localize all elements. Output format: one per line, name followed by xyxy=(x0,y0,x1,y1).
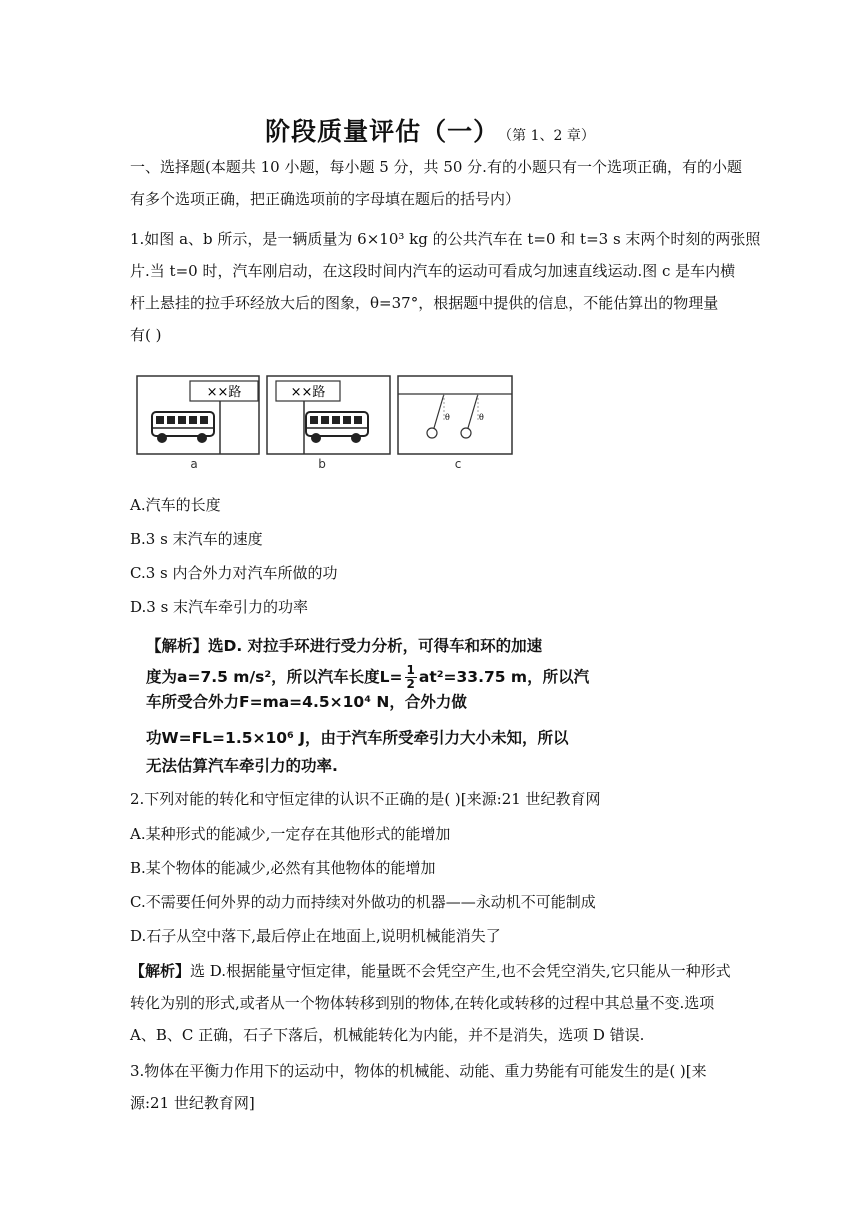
bus-a-icon xyxy=(152,412,214,443)
q1-option-c: C.3 s 内合外力对汽车所做的功 xyxy=(130,564,338,582)
q1-analysis-line2-post: at²=33.75 m，所以汽 xyxy=(418,668,590,686)
panel-a xyxy=(137,376,259,471)
theta-1: θ xyxy=(445,413,450,422)
q2-analysis-line3: A、B、C 正确，石子下落后，机械能转化为内能，并不是消失，选项 D 错误. xyxy=(130,1026,645,1044)
q1-analysis-line3: 车所受合外力F=ma=4.5×10⁴ N，合外力做 xyxy=(146,693,467,711)
q1-stem-line1: 1.如图 a、b 所示，是一辆质量为 6×10³ kg 的公共汽车在 t=0 和 t=3 s 末两个时刻的两张照 xyxy=(130,230,761,248)
label-a: a xyxy=(190,457,198,471)
section-heading-line2: 有多个选项正确，把正确选项前的字母填在题后的括号内） xyxy=(130,190,521,208)
ring-2 xyxy=(461,428,471,438)
q1-analysis-line2 xyxy=(146,664,626,691)
q1-stem-line4: 有( ) xyxy=(130,326,162,344)
q2-stem: 2.下列对能的转化和守恒定律的认识不正确的是( )[来源:21 世纪教育网 xyxy=(130,790,601,808)
q2-option-d: D.石子从空中落下,最后停止在地面上,说明机械能消失了 xyxy=(130,927,501,945)
q2-option-a: A.某种形式的能减少,一定存在其他形式的能增加 xyxy=(130,825,451,843)
sign-a-text: ××路 xyxy=(206,385,242,400)
bus-b-icon xyxy=(306,412,368,443)
q1-option-d: D.3 s 末汽车牵引力的功率 xyxy=(130,598,309,616)
label-c: c xyxy=(454,457,462,471)
title-sub: （第 1、2 章） xyxy=(505,128,595,144)
q2-analysis-line1 xyxy=(130,961,740,981)
q2-analysis-line1-text: 选 D.根据能量守恒定律，能量既不会凭空产生,也不会凭空消失,它只能从一种形式 xyxy=(190,962,731,980)
sign-b-text: ××路 xyxy=(290,385,326,400)
q1-analysis-line1: 【解析】选D. 对拉手环进行受力分析，可得车和环的加速 xyxy=(146,637,543,655)
q1-analysis-line5: 无法估算汽车牵引力的功率. xyxy=(146,757,338,775)
panel-b xyxy=(267,376,390,471)
fraction-half xyxy=(405,664,417,691)
title-main: 阶段质量评估（一） xyxy=(265,117,500,146)
panel-c xyxy=(398,376,512,471)
q2-analysis-tag: 【解析】 xyxy=(130,962,191,980)
bus-figure-svg xyxy=(136,372,516,476)
q1-figure xyxy=(136,372,516,476)
strap-2 xyxy=(468,394,478,428)
q2-option-c: C.不需要任何外界的动力而持续对外做功的机器——永动机不可能制成 xyxy=(130,893,596,911)
q1-stem-line2: 片.当 t=0 时，汽车刚启动，在这段时间内汽车的运动可看成匀加速直线运动.图 c 是车内横 xyxy=(130,262,736,280)
page-title xyxy=(0,112,860,148)
ring-1 xyxy=(427,428,437,438)
q1-stem-line3: 杆上悬挂的拉手环经放大后的图象，θ=37°，根据题中提供的信息，不能估算出的物理量 xyxy=(130,294,719,312)
section-heading-line1: 一、选择题(本题共 10 小题，每小题 5 分，共 50 分.有的小题只有一个选项正确，有的小题 xyxy=(130,158,742,176)
q1-option-b: B.3 s 末汽车的速度 xyxy=(130,530,263,548)
q2-analysis-line2: 转化为别的形式,或者从一个物体转移到别的物体,在转化或转移的过程中其总量不变.选项 xyxy=(130,994,715,1012)
strap-1 xyxy=(434,394,444,428)
label-b: b xyxy=(318,457,326,471)
fraction-denominator: 2 xyxy=(406,677,415,691)
fraction-numerator: 1 xyxy=(406,663,415,677)
q2-option-b: B.某个物体的能减少,必然有其他物体的能增加 xyxy=(130,859,436,877)
q1-analysis-line2-pre: 度为a=7.5 m/s²，所以汽车长度L= xyxy=(146,668,403,686)
q1-analysis-line4: 功W=FL=1.5×10⁶ J，由于汽车所受牵引力大小未知，所以 xyxy=(146,729,569,747)
q1-option-a: A.汽车的长度 xyxy=(130,496,221,514)
theta-2: θ xyxy=(479,413,484,422)
q3-stem-line2: 源:21 世纪教育网] xyxy=(130,1094,255,1112)
q3-stem-line1: 3.物体在平衡力作用下的运动中，物体的机械能、动能、重力势能有可能发生的是( )[来 xyxy=(130,1062,707,1080)
